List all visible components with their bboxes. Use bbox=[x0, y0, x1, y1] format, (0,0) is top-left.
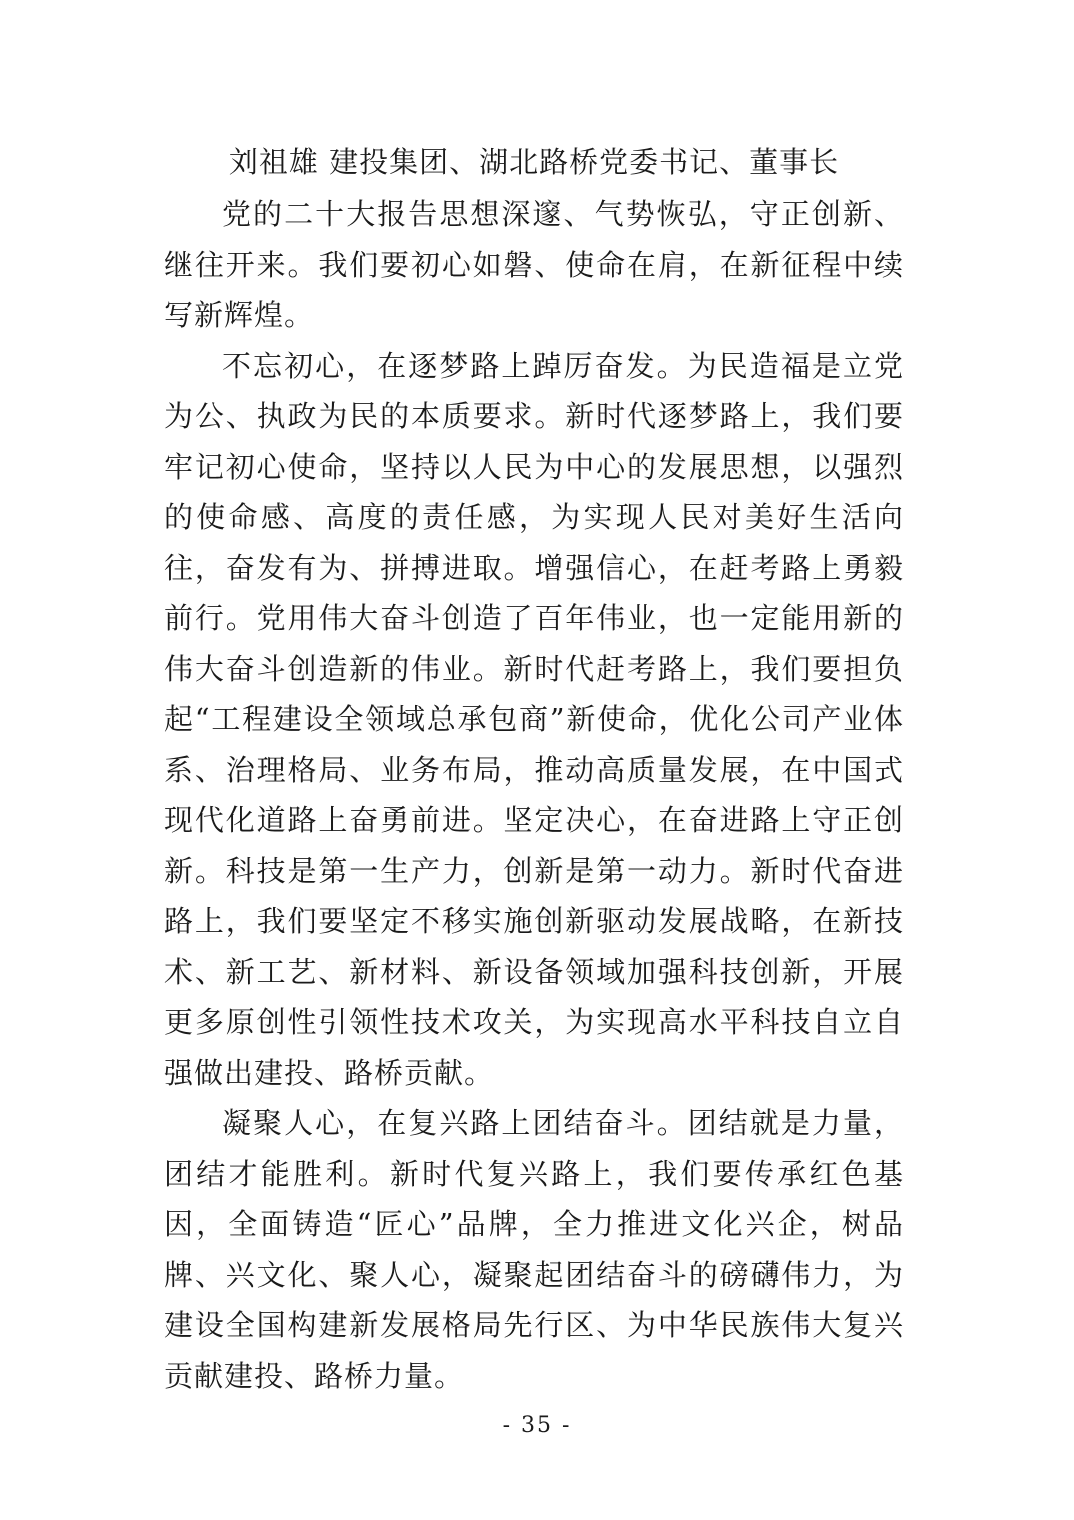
article-body bbox=[164, 189, 904, 1401]
paragraph-intro: 党的二十大报告思想深邃、气势恢弘，守正创新、继往开来。我们要初心如磐、使命在肩，在新征程中续写新辉煌。 bbox=[164, 197, 904, 332]
paragraph-main: 不忘初心，在逐梦路上踔厉奋发。为民造福是立党为公、执政为民的本质要求。新时代逐梦路上，我们要牢记初心使命，坚持以人民为中心的发展思想，以强烈的使命感、高度的责任感，为实现人民对美好生活向往，奋发有为、拼搏进取。增强信心，在赶考路上勇毅前行。党用伟大奋斗创造了百年伟业，也一定能用新的伟大奋斗创造新的伟业。新时代赶考路上，我们要担负起“工程建设全领域总承包商”新使命，优化公司产业体系、治理格局、业务布局，推动高质量发展，在中国式现代化道路上奋勇前进。坚定决心，在奋进路上守正创新。科技是第一生产力，创新是第一动力。新时代奋进路上，我们要坚定不移实施创新驱动发展战略，在新技术、新工艺、新材料、新设备领域加强科技创新，开展更多原创性引领性技术攻关，为实现高水平科技自立自强做出建投、路桥贡献。 bbox=[164, 348, 904, 1090]
author-heading: 刘祖雄 建投集团、湖北路桥党委书记、董事长 bbox=[228, 145, 840, 179]
paragraph-closing: 凝聚人心，在复兴路上团结奋斗。团结就是力量，团结才能胜利。新时代复兴路上，我们要传承红色基因，全面铸造“匠心”品牌，全力推进文化兴企，树品牌、兴文化、聚人心，凝聚起团结奋斗的磅礴伟力，为建设全国构建新发展格局先行区、为中华民族伟大复兴贡献建投、路桥力量。 bbox=[164, 1106, 904, 1393]
page-number: - 35 - bbox=[502, 1413, 572, 1438]
